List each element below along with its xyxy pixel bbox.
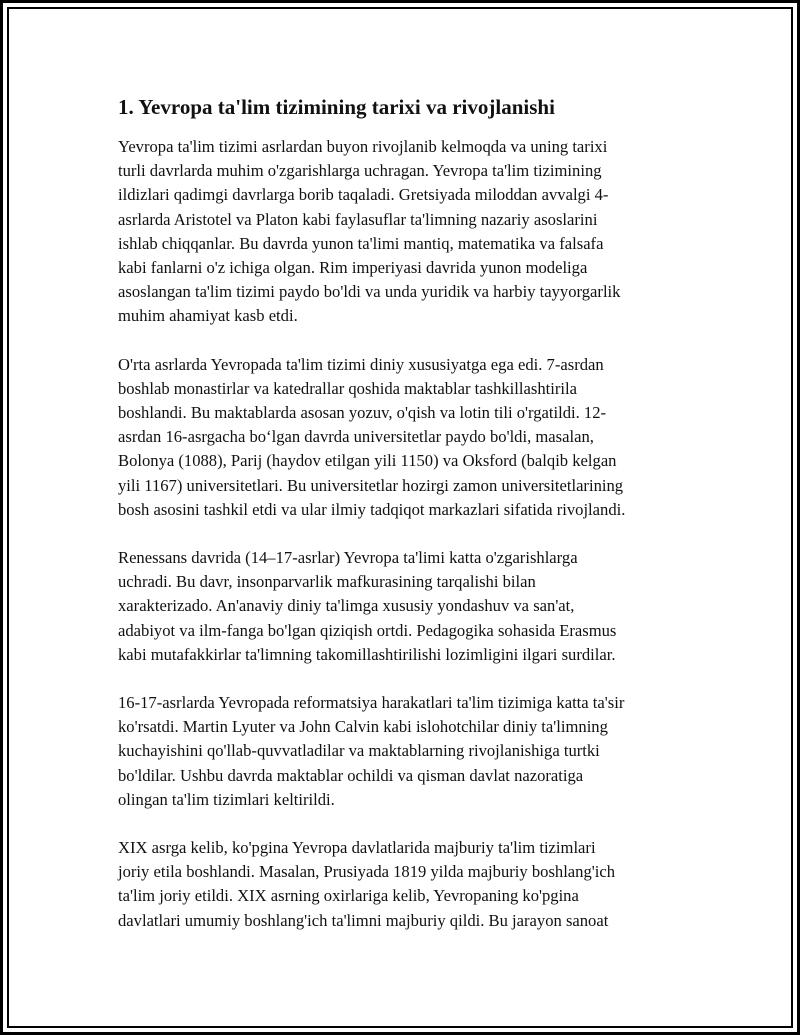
text-line: joriy etila boshlandi. Masalan, Prusiyada 1819 yilda majburiy boshlang'ich	[118, 862, 616, 882]
paragraph-middle-ages	[118, 353, 693, 522]
text-line: kuchayishini qo'llab-quvvatladilar va maktablarning rivojlanishiga turtki	[118, 741, 600, 761]
paragraph-nineteenth-century	[118, 836, 693, 933]
text-line: asoslangan ta'lim tizimi paydo bo'ldi va unda yuridik va harbiy tayyorgarlik	[118, 282, 621, 302]
text-line: asrlarda Aristotel va Platon kabi faylasuflar ta'limning nazariy asoslarini	[118, 209, 598, 229]
text-line: ildizlari qadimgi davrlarga borib taqaladi. Gretsiyada miloddan avvalgi 4-	[118, 185, 609, 205]
text-line: boshlab monastirlar va katedrallar qoshida maktablar tashkillashtirila	[118, 378, 577, 398]
text-line: xarakterizado. An'anaviy diniy ta'limga xususiy yondashuv va san'at,	[118, 596, 575, 616]
text-line: bo'ldilar. Ushbu davrda maktablar ochildi va qisman davlat nazoratiga	[118, 765, 584, 785]
text-line: ishlab chiqqanlar. Bu davrda yunon ta'limi mantiq, matematika va falsafa	[118, 233, 604, 253]
text-line: O'rta asrlarda Yevropada ta'lim tizimi diniy xususiyatga ega edi. 7-asrdan	[118, 354, 604, 374]
text-line: davlatlari umumiy boshlang'ich ta'limni majburiy qildi. Bu jarayon sanoat	[118, 910, 609, 930]
text-line: kabi mutafakkirlar ta'limning takomillashtirilishi lozimligini ilgari surdilar.	[118, 644, 616, 664]
text-line: olingan ta'lim tizimlari keltirildi.	[118, 789, 335, 809]
text-line: Renessans davrida (14–17-asrlar) Yevropa ta'limi katta o'zgarishlarga	[118, 548, 578, 568]
text-line: XIX asrga kelib, ko'pgina Yevropa davlatlarida majburiy ta'lim tizimlari	[118, 838, 596, 858]
section-heading: 1. Yevropa ta'lim tizimining tarixi va rivojlanishi	[118, 95, 555, 119]
text-line: yili 1167) universitetlari. Bu universitetlar hozirgi zamon universitetlarining	[118, 475, 624, 495]
text-line: ta'lim joriy etildi. XIX asrning oxirlariga kelib, Yevropaning ko'pgina	[118, 886, 579, 906]
text-line: boshlandi. Bu maktablarda asosan yozuv, o'qish va lotin tili o'rgatildi. 12-	[118, 403, 607, 423]
text-line: muhim ahamiyat kasb etdi.	[118, 306, 298, 326]
paragraph-greek-roman-origins	[118, 135, 693, 329]
text-line: adabiyot va ilm-fanga bo'lgan qiziqish ortdi. Pedagogika sohasida Erasmus	[118, 620, 617, 640]
text-line: Yevropa ta'lim tizimi asrlardan buyon rivojlanib kelmoqda va uning tarixi	[118, 137, 608, 156]
text-line: ko'rsatdi. Martin Lyuter va John Calvin kabi islohotchilar diniy ta'limning	[118, 717, 608, 737]
text-line: asrdan 16-asrgacha bo‘lgan davrda universitetlar paydo bo'ldi, masalan,	[118, 427, 594, 447]
text-line: kabi fanlarni o'z ichiga olgan. Rim imperiyasi davrida yunon modeliga	[118, 258, 588, 278]
text-line: turli davrlarda muhim o'zgarishlarga uchragan. Yevropa ta'lim tizimining	[118, 161, 602, 181]
document-body	[118, 93, 693, 957]
text-line: Bolonya (1088), Parij (haydov etilgan yili 1150) va Oksford (balqib kelgan	[118, 451, 617, 471]
text-line: 16-17-asrlarda Yevropada reformatsiya harakatlari ta'lim tizimiga katta ta'sir	[118, 693, 625, 713]
paragraph-renaissance	[118, 546, 693, 667]
text-line: uchradi. Bu davr, insonparvarlik mafkurasining tarqalishi bilan	[118, 572, 536, 592]
text-line: bosh asosini tashkil etdi va ular ilmiy tadqiqot markazlari sifatida rivojlandi.	[118, 499, 626, 519]
paragraph-reformation	[118, 691, 693, 812]
